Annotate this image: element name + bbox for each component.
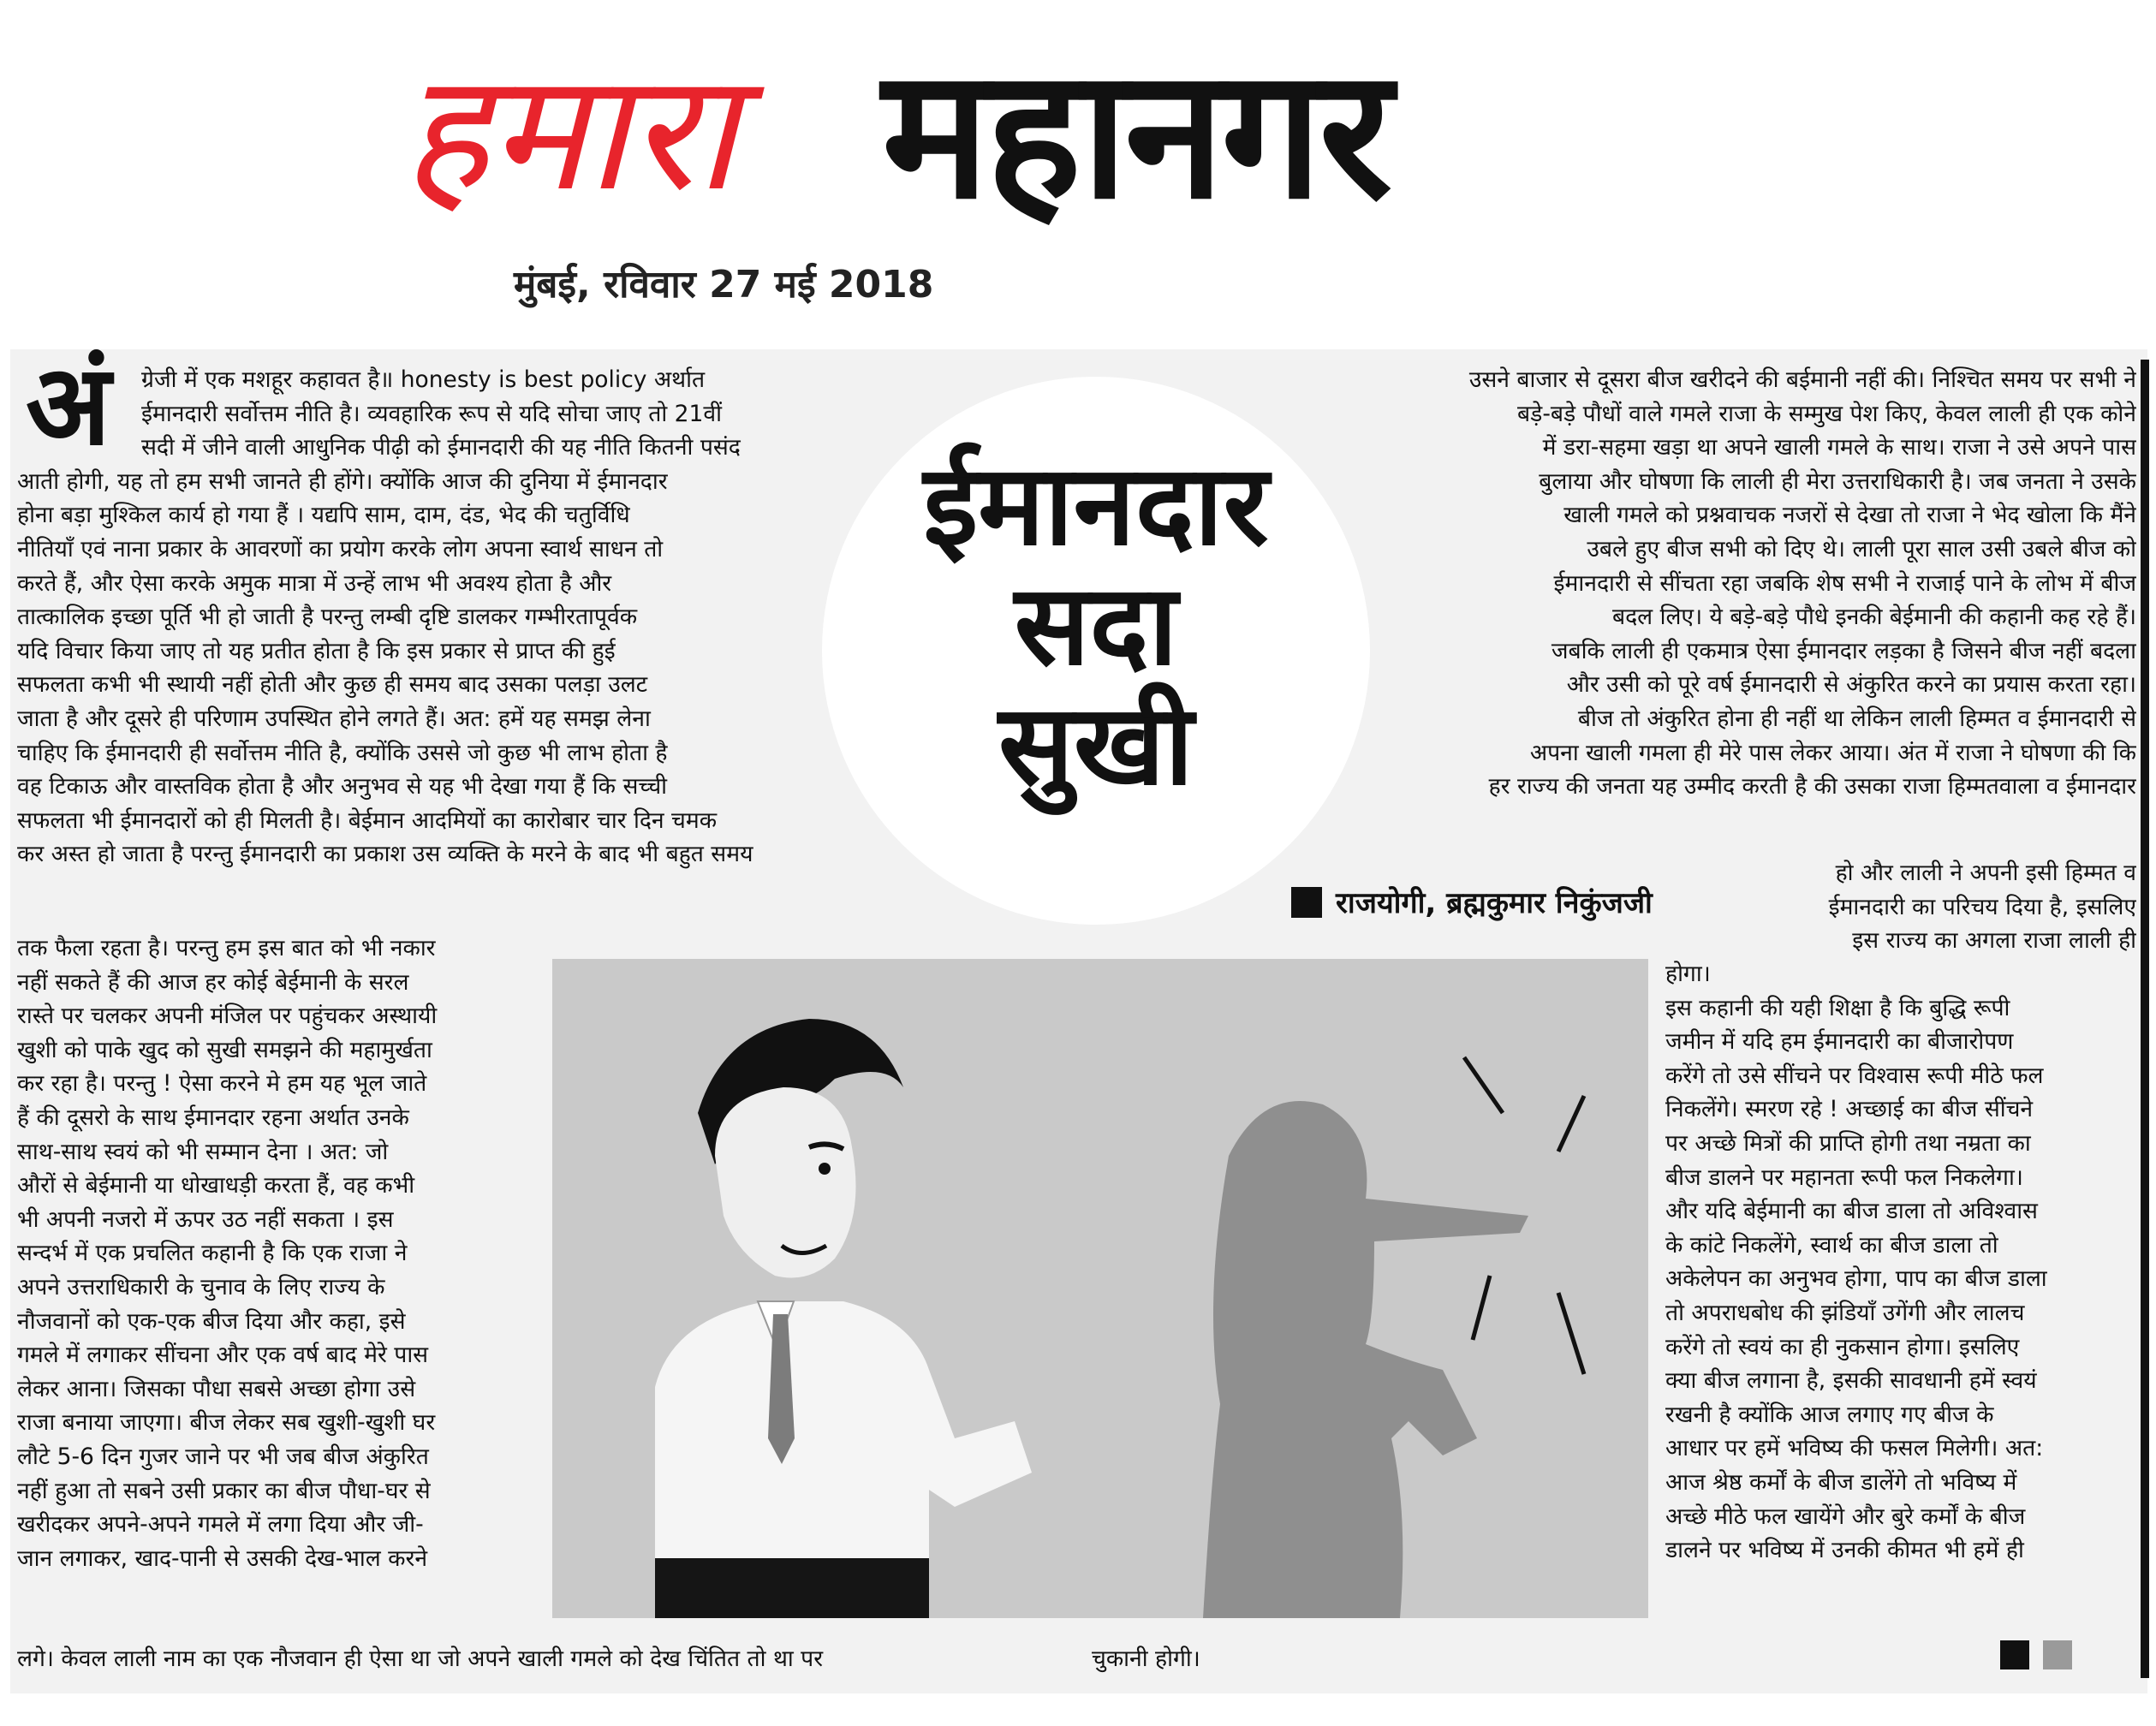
text-line: नहीं हुआ तो सबने उसी प्रकार का बीज पौधा-घर से <box>17 1477 431 1504</box>
text-line: जाता है और दूसरे ही परिणाम उपस्थित होने लगते हैं। अत: हमें यह समझ लेना <box>17 705 651 732</box>
text-line: कर अस्त हो जाता है परन्तु ईमानदारी का प्रकाश उस व्यक्ति के मरने के बाद भी बहुत समय <box>17 841 753 868</box>
text-line: क्या बीज लगाना है, इसकी सावधानी हमें स्वयं <box>1665 1367 2037 1395</box>
text-line: औरों से बेईमानी या धोखाधड़ी करता हैं, वह कभी <box>17 1172 415 1199</box>
text-line: बुलाया और घोषणा कि लाली ही मेरा उत्तराधिकारी है। जब जनता ने उसके <box>1539 467 2136 495</box>
text-line: कर रहा है। परन्तु ! ऐसा करने मे हम यह भूल जाते <box>17 1070 427 1098</box>
masthead-name-black: महानगर <box>882 29 1390 239</box>
body-text-bottom-line: लगे। केवल लाली नाम का एक नौजवान ही ऐसा था जो अपने खाली गमले को देख चिंतित तो था पर <box>17 1646 824 1672</box>
text-line: बीज डालने पर महानता रूपी फल निकलेगा। <box>1665 1164 2023 1191</box>
body-text-col2-top <box>1267 363 2136 804</box>
masthead-name-red: हमारा <box>402 38 737 227</box>
text-line: तक फैला रहता है। परन्तु हम इस बात को भी नकार <box>17 935 436 961</box>
text-line: रास्ते पर चलकर अपनी मंजिल पर पहुंचकर अस्थायी <box>17 1003 438 1030</box>
text-line: आधार पर हमें भविष्य की फसल मिलेगी। अत: <box>1665 1435 2044 1462</box>
byline-marker <box>1291 887 1322 918</box>
text-line: ईमानदारी सर्वोत्तम नीति है। व्यवहारिक रूप से यदि सोचा जाए तो 21वीं <box>141 400 723 427</box>
text-line: डालने पर भविष्य में उनकी कीमत भी हमें ही <box>1665 1537 2024 1564</box>
text-line: खाली गमले को प्रश्नवाचक नजरों से देखा तो राजा ने भेद खोला कि मैंने <box>1563 502 2136 529</box>
text-line: अपने उत्तराधिकारी के चुनाव के लिए राज्य के <box>17 1273 385 1300</box>
text-line: में डरा-सहमा खड़ा था अपने खाली गमले के साथ। राजा ने उसे अपने पास <box>1542 434 2136 461</box>
end-marker-black <box>2000 1640 2029 1669</box>
text-line: सन्दर्भ में एक प्रचलित कहानी है कि एक राजा ने <box>17 1240 408 1267</box>
text-line: खुशी को पाके खुद को सुखी समझने की महामुर्खता <box>17 1036 432 1063</box>
text-line: नीतियाँ एवं नाना प्रकार के आवरणों का प्रयोग करके लोग अपना स्वार्थ साधन तो <box>17 535 664 562</box>
text-line: वह टिकाऊ और वास्तविक होता है और अनुभव से यह भी देखा गया हैं कि सच्ची <box>17 773 668 801</box>
drop-cap: अं <box>26 339 111 470</box>
text-line: और यदि बेईमानी का बीज डाला तो अविश्वास <box>1665 1198 2038 1225</box>
text-line: ग्रेजी में एक मशहूर कहावत है॥ honesty is best policy अर्थात <box>141 366 706 393</box>
text-line: जबकि लाली ही एकमात्र ऐसा ईमानदार लड़का है जिसने बीज नहीं बदला <box>1551 637 2136 664</box>
text-line: बीज तो अंकुरित होना ही नहीं था लेकिन लाली हिम्मत व ईमानदारी से <box>1577 705 2136 732</box>
text-line: अच्छे मीठे फल खायेंगे और बुरे कर्मों के बीज <box>1665 1503 2026 1530</box>
text-line: सदी में जीने वाली आधुनिक पीढ़ी को ईमानदारी की यह नीति कितनी पसंद <box>141 434 741 461</box>
text-line: आज श्रेष्ठ कर्मों के बीज डालेंगे तो भविष्य में <box>1665 1468 2017 1496</box>
illustration-honest-man-shadow <box>552 959 1648 1618</box>
body-text-col1-top <box>17 363 950 872</box>
headline-line-3: सुखी <box>998 680 1194 810</box>
text-line: चाहिए कि ईमानदारी ही सर्वोत्तम नीति है, क्योंकि उससे जो कुछ भी लाभ होता है <box>17 739 668 766</box>
body-text-col2-narrow <box>1665 957 2136 1568</box>
text-line: इस राज्य का अगला राजा लाली ही <box>1852 927 2136 955</box>
text-line: तो अपराधबोध की झंडियाँ उगेंगी और लालच <box>1665 1299 2025 1326</box>
text-line: लौटे 5-6 दिन गुजर जाने पर भी जब बीज अंकुरित <box>17 1443 429 1470</box>
text-line: राजा बनाया जाएगा। बीज लेकर सब खुशी-खुशी घर <box>17 1409 436 1437</box>
text-line: जमीन में यदि हम ईमानदारी का बीजारोपण <box>1665 1028 2014 1056</box>
text-line: और उसी को पूरे वर्ष ईमानदारी से अंकुरित करने का प्रयास करता रहा। <box>1566 671 2136 699</box>
text-line: पर अच्छे मित्रों की प्राप्ति होगी तथा नम्रता का <box>1665 1129 2031 1157</box>
text-line: उबले हुए बीज सभी को दिए थे। लाली पूरा साल उसी उबले बीज को <box>1587 535 2136 562</box>
text-line: तात्कालिक इच्छा पूर्ति भी हो जाती है परन्तु लम्बी दृष्टि डालकर गम्भीरतापूर्वक <box>17 604 638 631</box>
text-line: गमले में लगाकर सींचना और एक वर्ष बाद मेरे पास <box>17 1342 429 1369</box>
text-line: लेकर आना। जिसका पौधा सबसे अच्छा होगा उसे <box>17 1375 416 1402</box>
text-line: खरीदकर अपने-अपने गमले में लगा दिया और जी- <box>17 1511 424 1539</box>
headline-line-1: ईमानदार <box>923 440 1269 570</box>
text-line: बड़े-बड़े पौधों वाले गमले राजा के सम्मुख पेश किए, केवल लाली ही एक कोने <box>1517 400 2136 427</box>
text-line: हर राज्य की जनता यह उम्मीद करती है की उसका राजा हिम्मतवाला व ईमानदार <box>1488 773 2136 801</box>
headline-line-2: सदा <box>1014 560 1178 690</box>
text-line: होना बड़ा मुश्किल कार्य हो गया हैं । यद्यपि साम, दाम, दंड, भेद की चतुर्विधि <box>17 502 630 529</box>
body-text-col1-narrow <box>17 931 531 1575</box>
text-line: जान लगाकर, खाद-पानी से उसकी देख-भाल करने <box>17 1544 428 1572</box>
text-line: निकलेंगे। स्मरण रहे ! अच्छाई का बीज सींचने <box>1665 1096 2034 1123</box>
text-line: हैं की दूसरो के साथ ईमानदार रहना अर्थात उनके <box>17 1104 409 1131</box>
text-line: अपना खाली गमला ही मेरे पास लेकर आया। अंत में राजा ने घोषणा की कि <box>1529 739 2136 766</box>
masthead-logo <box>402 29 1772 248</box>
text-line: नौजवानों को एक-एक बीज दिया और कहा, इसे <box>17 1307 406 1335</box>
text-line: रखनी है क्योंकि आज लगाए गए बीज के <box>1665 1401 1994 1428</box>
text-line: सफलता भी ईमानदारों को ही मिलती है। बेईमान आदमियों का कारोबार चार दिन चमक <box>17 806 718 834</box>
body-text-closing: चुकानी होगी। <box>1092 1646 1200 1672</box>
text-line: ईमानदारी से सींचता रहा जबकि शेष सभी ने राजाई पाने के लोभ में बीज <box>1553 569 2136 597</box>
text-line: के कांटे निकलेंगे, स्वार्थ का बीज डाला तो <box>1665 1231 1998 1259</box>
text-line: बदल लिए। ये बड़े-बड़े पौधे इनकी बेईमानी की कहानी कह रहे हैं। <box>1611 604 2136 631</box>
column-rule <box>2141 360 2149 1678</box>
text-line: उसने बाजार से दूसरा बीज खरीदने की बईमानी नहीं की। निश्चित समय पर सभी ने <box>1468 366 2136 393</box>
headline <box>856 440 1336 810</box>
text-line: नहीं सकते हैं की आज हर कोई बेईमानी के सरल <box>17 968 409 996</box>
text-line: भी अपनी नजरो में ऊपर उठ नहीं सकता । इस <box>17 1205 394 1233</box>
text-line: करते हैं, और ऐसा करके अमुक मात्रा में उन्हें लाभ भी अवश्य होता है और <box>17 569 612 597</box>
body-text-col2-mid <box>1721 856 2136 958</box>
text-line: सफलता कभी भी स्थायी नहीं होती और कुछ ही समय बाद उसका पलड़ा उलट <box>17 671 648 699</box>
text-line: करेंगे तो उसे सींचने पर विश्वास रूपी मीठे फल <box>1665 1062 2044 1089</box>
dateline: मुंबई, रविवार 27 मई 2018 <box>514 263 934 307</box>
byline: राजयोगी, ब्रह्मकुमार निकुंजजी <box>1336 886 1653 920</box>
text-line: हो और लाली ने अपनी इसी हिम्मत व <box>1835 860 2136 886</box>
text-line: ईमानदारी का परिचय दिया है, इसलिए <box>1828 893 2136 920</box>
text-line: इस कहानी की यही शिक्षा है कि बुद्धि रूपी <box>1665 994 2010 1021</box>
end-marker-grey <box>2043 1640 2072 1669</box>
text-line: साथ-साथ स्वयं को भी सम्मान देना । अत: जो <box>17 1138 389 1165</box>
text-line: होगा। <box>1665 961 1711 987</box>
text-line: आती होगी, यह तो हम सभी जानते ही होंगे। क्योंकि आज की दुनिया में ईमानदार <box>17 467 668 495</box>
text-line: करेंगे तो स्वयं का ही नुकसान होगा। इसलिए <box>1665 1333 2020 1360</box>
text-line: अकेलेपन का अनुभव होगा, पाप का बीज डाला <box>1665 1265 2047 1293</box>
text-line: यदि विचार किया जाए तो यह प्रतीत होता है कि इस प्रकार से प्राप्त की हुई <box>17 637 616 664</box>
